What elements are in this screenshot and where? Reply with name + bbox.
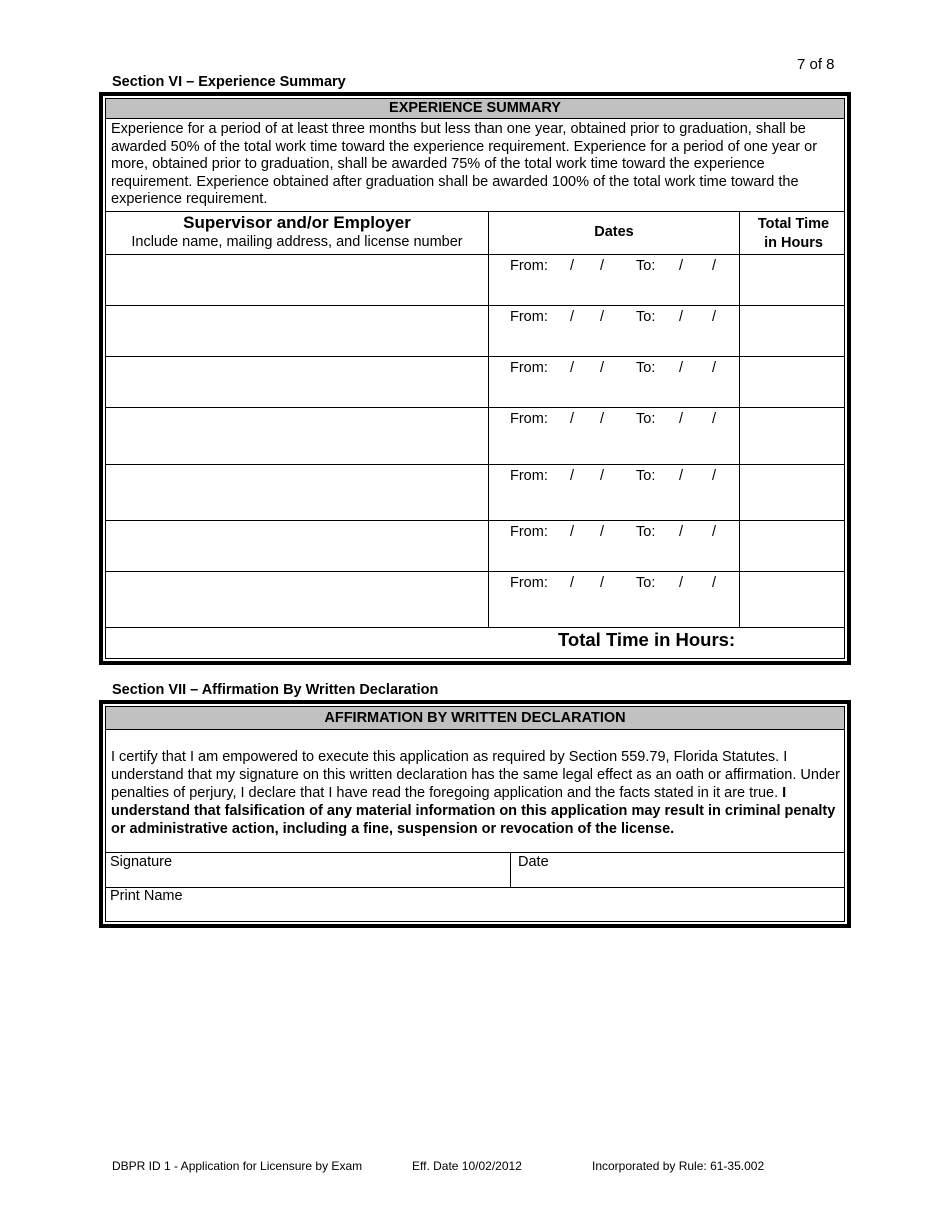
affirmation-statement: [111, 748, 849, 838]
to-slash-2: /: [712, 258, 717, 274]
supervisor-cell-5[interactable]: [106, 465, 488, 520]
total-time-header-line1: Total Time: [757, 216, 830, 232]
hours-cell-4[interactable]: [740, 408, 847, 464]
experience-summary-title: EXPERIENCE SUMMARY: [106, 99, 844, 119]
experience-summary-inner: [105, 98, 845, 659]
to-slash-2: /: [712, 575, 717, 591]
to-slash-1: /: [679, 575, 684, 591]
dates-cell-6[interactable]: [489, 521, 739, 571]
from-slash-2: /: [600, 258, 605, 274]
hours-cell-6[interactable]: [740, 521, 847, 571]
dates-cell-7[interactable]: [489, 572, 739, 627]
supervisor-column-subtitle: Include name, mailing address, and license number: [131, 234, 463, 250]
to-label: To:: [636, 524, 656, 540]
print-name-field[interactable]: [106, 888, 849, 922]
supervisor-cell-7[interactable]: [106, 572, 488, 627]
from-slash-2: /: [600, 360, 605, 376]
to-slash-1: /: [679, 411, 684, 427]
footer-rule: Incorporated by Rule: 61-35.002: [592, 1159, 765, 1173]
total-time-column-header: [740, 215, 847, 253]
dates-cell-2[interactable]: [489, 306, 739, 356]
to-label: To:: [636, 258, 656, 274]
section-vi-heading: Section VI – Experience Summary: [112, 74, 346, 90]
to-slash-1: /: [679, 468, 684, 484]
from-slash-2: /: [600, 309, 605, 325]
from-slash-2: /: [600, 468, 605, 484]
total-time-header-line2: in Hours: [764, 235, 823, 251]
to-slash-2: /: [712, 411, 717, 427]
experience-summary-table: [99, 92, 851, 665]
signature-label: Signature: [110, 854, 173, 870]
date-field[interactable]: [511, 853, 849, 887]
to-label: To:: [636, 575, 656, 591]
supervisor-cell-2[interactable]: [106, 306, 488, 356]
affirmation-title: AFFIRMATION BY WRITTEN DECLARATION: [106, 707, 844, 730]
from-slash-1: /: [570, 360, 575, 376]
header-top-rule: [106, 211, 844, 212]
from-label: From:: [510, 258, 548, 274]
supervisor-cell-1[interactable]: [106, 255, 488, 305]
affirmation-text: I certify that I am empowered to execute this application as required by Section 559.79, Florida Statutes. I understand that my signature on this written declaration has the same legal effect as an oath or affirmation. Under penalties of perjury, I declare that I have read the foregoing application and the facts stated in it are true.: [111, 749, 840, 801]
to-slash-2: /: [712, 360, 717, 376]
hours-cell-3[interactable]: [740, 357, 847, 407]
to-slash-1: /: [679, 360, 684, 376]
from-label: From:: [510, 575, 548, 591]
to-slash-2: /: [712, 309, 717, 325]
hours-cell-2[interactable]: [740, 306, 847, 356]
to-label: To:: [636, 360, 656, 376]
from-slash-2: /: [600, 575, 605, 591]
from-slash-1: /: [570, 309, 575, 325]
affirmation-table: [99, 700, 851, 928]
supervisor-column-title: Supervisor and/or Employer: [183, 213, 411, 232]
from-label: From:: [510, 411, 548, 427]
from-slash-1: /: [570, 258, 575, 274]
to-label: To:: [636, 468, 656, 484]
from-slash-2: /: [600, 411, 605, 427]
affirmation-warning: I understand that falsification of any material information on this application may result in criminal penalty or administrative action, including a fine, suspension or revocation of the license.: [111, 785, 836, 837]
from-slash-1: /: [570, 468, 575, 484]
total-time-label: Total Time in Hours:: [558, 629, 736, 650]
dates-cell-3[interactable]: [489, 357, 739, 407]
footer-form-id: DBPR ID 1 - Application for Licensure by Exam: [112, 1159, 363, 1173]
experience-instructions: Experience for a period of at least three months but less than one year, obtained prior to graduation, shall be awarded 50% of the total work time toward the experience requirement. Experience for a period of one year or more, obtained prior to graduation, shall be awarded 75% of the total work time toward the experience requirement. Experience obtained after graduation shall be awarded 100% of the total work time toward the experience requirement.: [111, 121, 818, 207]
from-slash-1: /: [570, 524, 575, 540]
to-slash-2: /: [712, 468, 717, 484]
from-slash-1: /: [570, 575, 575, 591]
supervisor-column-header: [106, 213, 488, 252]
hours-cell-5[interactable]: [740, 465, 847, 520]
supervisor-cell-6[interactable]: [106, 521, 488, 571]
from-label: From:: [510, 309, 548, 325]
footer-eff-date: Eff. Date 10/02/2012: [412, 1159, 522, 1173]
hours-cell-1[interactable]: [740, 255, 847, 305]
to-slash-1: /: [679, 258, 684, 274]
from-slash-2: /: [600, 524, 605, 540]
supervisor-cell-4[interactable]: [106, 408, 488, 464]
from-label: From:: [510, 524, 548, 540]
from-label: From:: [510, 468, 548, 484]
date-label: Date: [518, 854, 549, 870]
dates-cell-5[interactable]: [489, 465, 739, 520]
to-slash-1: /: [679, 524, 684, 540]
row-rule-7: [106, 627, 844, 628]
from-label: From:: [510, 360, 548, 376]
dates-column-header: Dates: [594, 224, 634, 240]
signature-field[interactable]: [106, 853, 510, 887]
to-label: To:: [636, 309, 656, 325]
to-slash-1: /: [679, 309, 684, 325]
dates-cell-4[interactable]: [489, 408, 739, 464]
to-label: To:: [636, 411, 656, 427]
affirmation-inner: [105, 706, 845, 922]
dates-cell-1[interactable]: [489, 255, 739, 305]
section-vii-heading: Section VII – Affirmation By Written Declaration: [112, 682, 439, 698]
supervisor-cell-3[interactable]: [106, 357, 488, 407]
to-slash-2: /: [712, 524, 717, 540]
from-slash-1: /: [570, 411, 575, 427]
hours-cell-7[interactable]: [740, 572, 847, 627]
page-number: 7 of 8: [797, 56, 835, 73]
print-name-label: Print Name: [110, 888, 183, 904]
